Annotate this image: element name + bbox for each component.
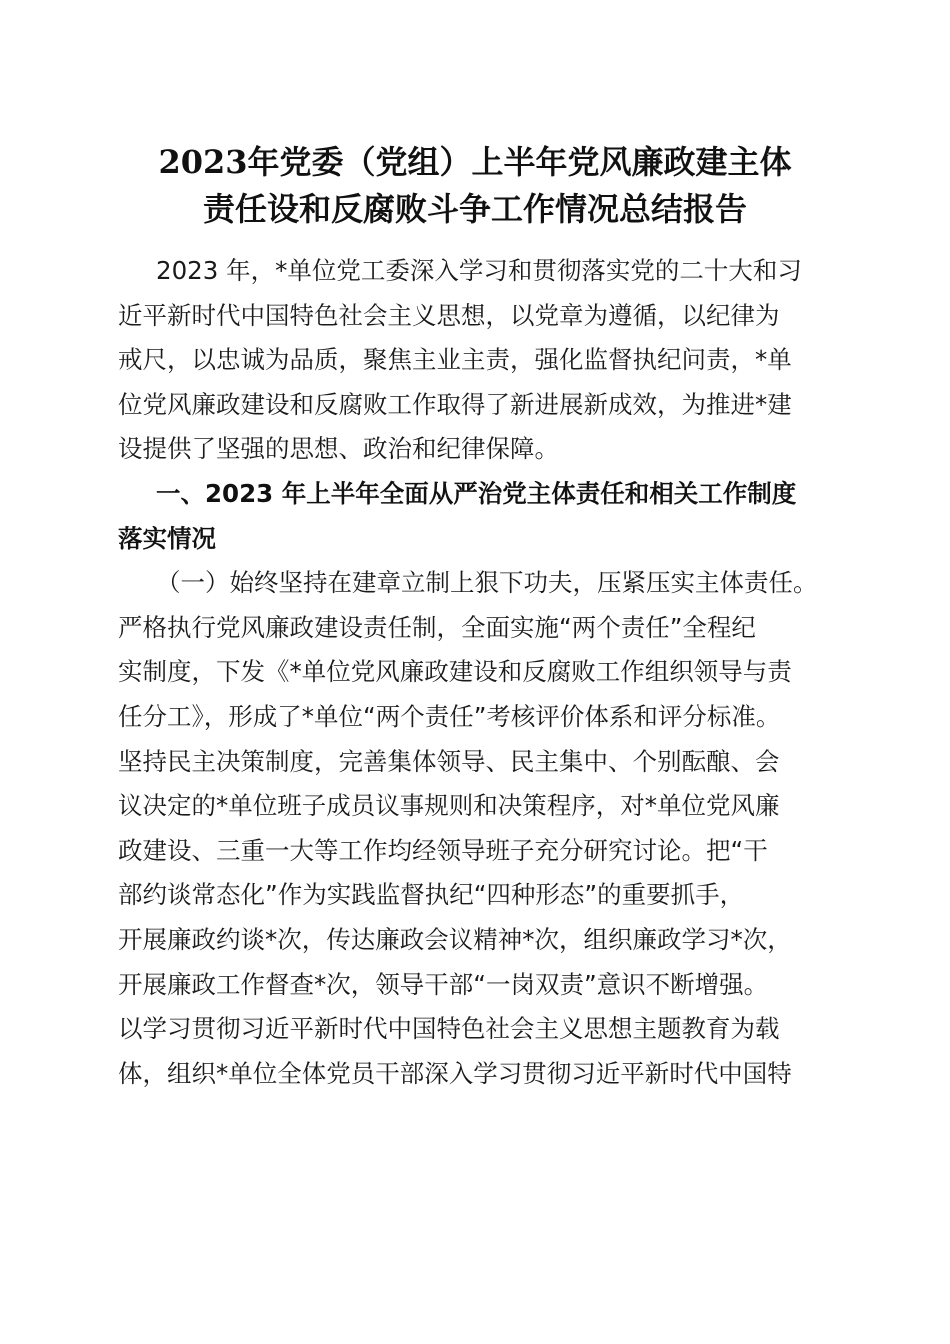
paragraph-line: 设提供了坚强的思想、政治和纪律保障。 [118, 434, 559, 464]
document-title [100, 139, 850, 233]
paragraph-line: 位党风廉政建设和反腐败工作取得了新进展新成效，为推进*建 [118, 389, 792, 419]
section-heading [118, 472, 838, 561]
paragraph-line: 体，组织*单位全体党员干部深入学习贯彻习近平新时代中国特 [118, 1058, 792, 1088]
paragraph-line: 坚持民主决策制度，完善集体领导、民主集中、个别酝酿、会 [118, 746, 780, 776]
paragraph-line: 实制度，下发《*单位党风廉政建设和反腐败工作组织领导与责 [118, 657, 792, 687]
paragraph-line: 戒尺，以忠诚为品质，聚焦主业主责，强化监督执纪问责，*单 [118, 345, 792, 375]
paragraph-line: 任分工》，形成了*单位“两个责任”考核评价体系和评分标准。 [118, 701, 781, 731]
body-paragraph [118, 561, 838, 1096]
paragraph-line: 以学习贯彻习近平新时代中国特色社会主义思想主题教育为载 [118, 1014, 780, 1044]
document-body [118, 249, 838, 1096]
paragraph-line: 严格执行党风廉政建设责任制，全面实施“两个责任”全程纪 [118, 612, 756, 642]
paragraph-line: （一）始终坚持在建章立制上狠下功夫，压紧压实主体责任。 [156, 568, 818, 598]
intro-paragraph [118, 249, 838, 472]
title-line: 2023年党委（党组）上半年党风廉政建主体 [158, 143, 792, 181]
paragraph-line: 近平新时代中国特色社会主义思想，以党章为遵循，以纪律为 [118, 300, 780, 330]
heading-line: 一、2023 年上半年全面从严治党主体责任和相关工作制度 [156, 478, 797, 508]
paragraph-line: 开展廉政约谈*次，传达廉政会议精神*次，组织廉政学习*次， [118, 924, 792, 954]
paragraph-line: 开展廉政工作督查*次，领导干部“一岗双责”意识不断增强。 [118, 969, 769, 999]
paragraph-line: 部约谈常态化”作为实践监督执纪“四种形态”的重要抓手， [118, 880, 745, 910]
paragraph-line: 政建设、三重一大等工作均经领导班子充分研究讨论。把“干 [118, 835, 768, 865]
title-line: 责任设和反腐败斗争工作情况总结报告 [202, 190, 747, 228]
paragraph-line: 议决定的*单位班子成员议事规则和决策程序，对*单位党风廉 [118, 791, 780, 821]
paragraph-line: 2023 年，*单位党工委深入学习和贯彻落实党的二十大和习 [156, 256, 802, 285]
heading-line: 落实情况 [118, 523, 216, 553]
